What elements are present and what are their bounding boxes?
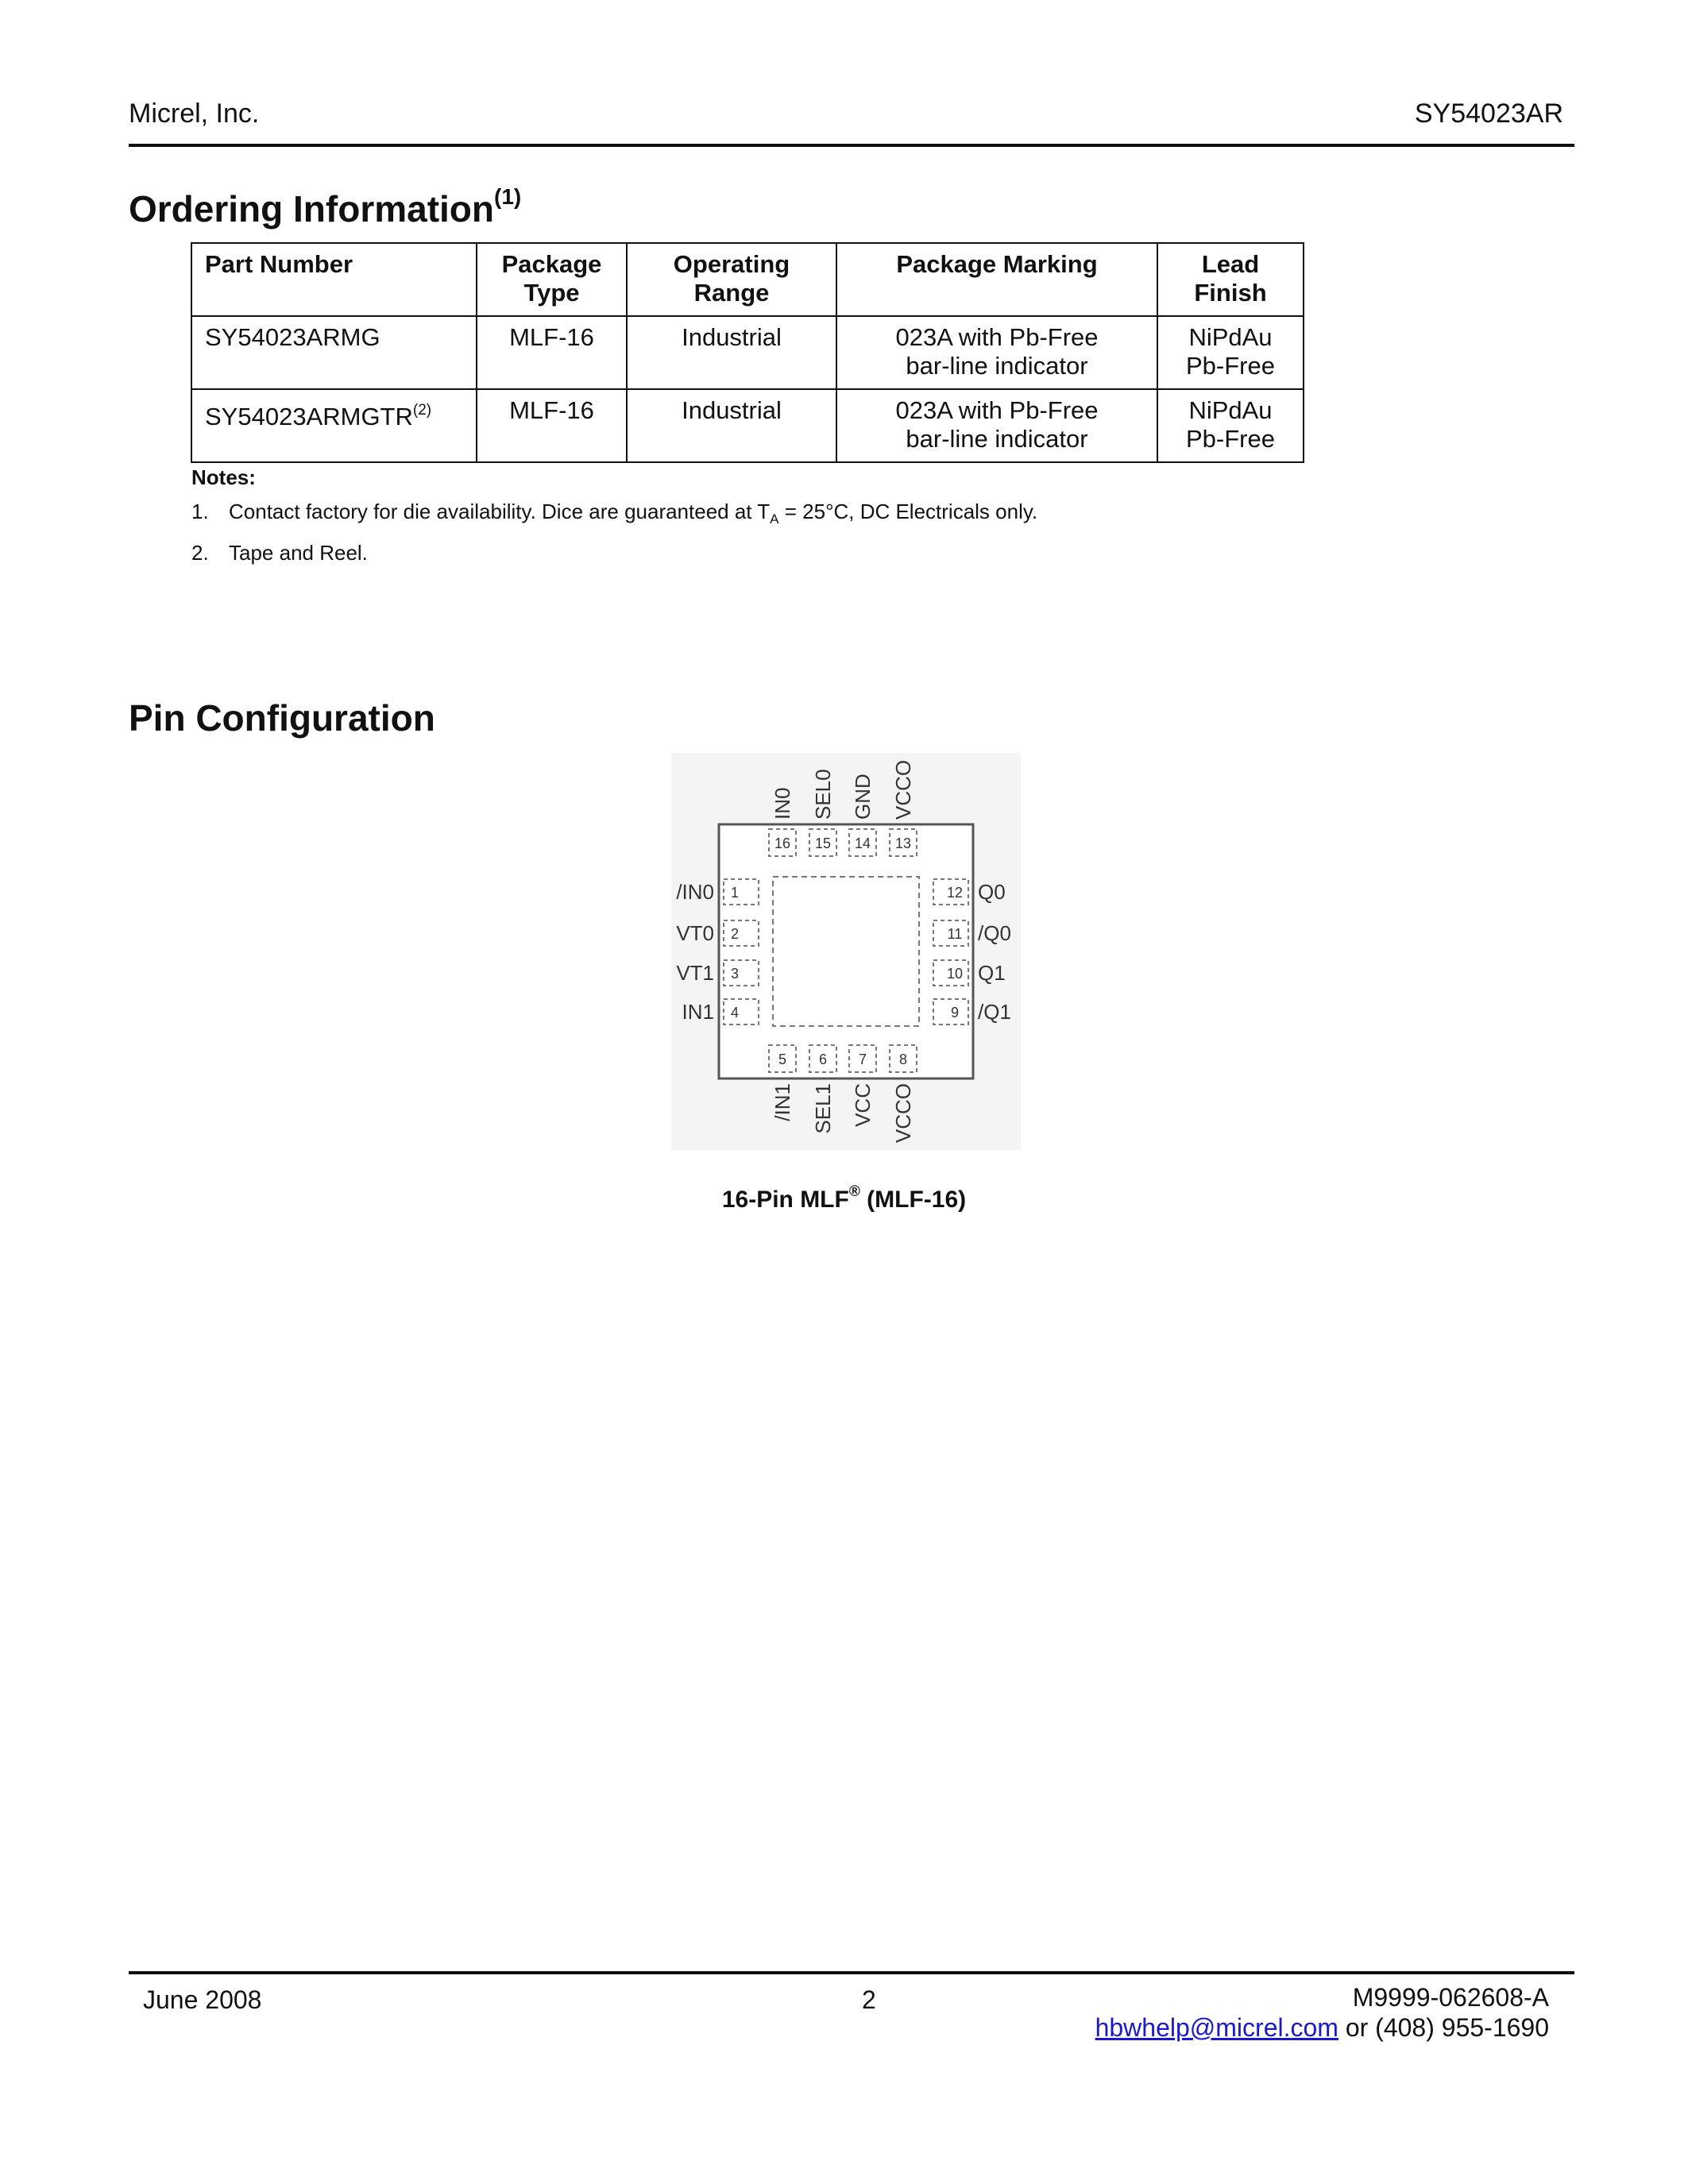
pin-number: 6 [818, 1051, 828, 1067]
col-part-number: Part Number [191, 243, 477, 316]
footer-contact: hbwhelp@micrel.com or (408) 955-1690 [1095, 2013, 1549, 2042]
pin-label: VCCO [891, 759, 915, 820]
footer-rule [129, 1971, 1574, 1974]
pin-label: VT0 [676, 921, 714, 945]
pin-label: Q1 [978, 961, 1006, 985]
package-outline [719, 824, 973, 1078]
pin-label: /IN1 [771, 1083, 794, 1121]
table-row [191, 316, 1304, 389]
pin-number: 8 [898, 1051, 908, 1067]
cell-range: Industrial [627, 316, 836, 389]
pin-label: VCCO [891, 1083, 915, 1144]
table-row [191, 389, 1304, 462]
pin-label: VCC [851, 1083, 875, 1127]
pin-label: /IN0 [676, 880, 714, 904]
col-lead-finish: Lead Finish [1157, 243, 1304, 316]
pin-number: 9 [950, 1005, 960, 1021]
pin-label: IN1 [682, 1000, 714, 1024]
header-company: Micrel, Inc. [129, 98, 260, 129]
cell-finish: NiPdAu Pb-Free [1157, 316, 1304, 389]
ordering-notes [191, 461, 1037, 570]
pin-label: GND [851, 774, 875, 820]
note-2: 2. Tape and Reel. [191, 541, 368, 565]
pin-number: 14 [854, 835, 871, 851]
pin-number: 16 [774, 835, 791, 851]
table-header-row [191, 243, 1304, 316]
ordering-title: Ordering Information$^{(1)}$ [129, 184, 522, 230]
pin-config-title: Pin Configuration [129, 697, 435, 739]
support-email-link[interactable]: hbwhelp@micrel.com [1095, 2013, 1338, 2042]
pin-number: 10 [946, 966, 964, 982]
cell-package: MLF-16 [477, 316, 627, 389]
pin-label: SEL1 [811, 1083, 835, 1134]
note-1: 1. Contact factory for die availability. Dice are guaranteed at $T_A = 25^\circ C$, DC Electricals only. [191, 500, 1038, 527]
cell-range: Industrial [627, 389, 836, 462]
cell-finish: NiPdAu Pb-Free [1157, 389, 1304, 462]
cell-marking: 023A with Pb-Free bar-line indicator [836, 389, 1157, 462]
pin-label: /Q1 [978, 1000, 1011, 1024]
pin-label: /Q0 [978, 921, 1011, 945]
col-operating-range: Operating Range [627, 243, 836, 316]
pin-number: 5 [778, 1051, 787, 1067]
header-part-number: SY54023AR [1414, 98, 1563, 129]
pin-label: Q0 [978, 880, 1006, 904]
ordering-table [191, 242, 1304, 463]
col-package-marking: Package Marking [836, 243, 1157, 316]
pin-label: VT1 [676, 961, 714, 985]
footer-page-number: 2 [862, 1985, 876, 2014]
pin-number: 13 [894, 835, 912, 851]
cell-package: MLF-16 [477, 389, 627, 462]
pin-number: 15 [814, 835, 832, 851]
pin-label: SEL0 [811, 769, 835, 820]
pin-number: 2 [730, 926, 740, 942]
notes-title: Notes: [191, 465, 256, 489]
footer-date: June 2008 [143, 1985, 262, 2014]
pin-number: 7 [858, 1051, 867, 1067]
pin-label: IN0 [771, 787, 794, 820]
pin-number: 11 [947, 926, 963, 942]
pin-number: 3 [730, 966, 740, 982]
pin-number: 4 [730, 1005, 740, 1021]
pin-number: 1 [730, 885, 740, 901]
header-rule [129, 144, 1574, 147]
pin-diagram [671, 753, 1021, 1150]
cell-part: SY54023ARMGTR$^{(2)}$ [191, 389, 477, 462]
pin-number: 12 [946, 885, 964, 901]
pin-diagram-caption: 16-Pin MLF® (MLF-16) [721, 1183, 967, 1213]
col-package-type: Package Type [477, 243, 627, 316]
cell-part: SY54023ARMG [191, 316, 477, 389]
cell-marking: 023A with Pb-Free bar-line indicator [836, 316, 1157, 389]
footer-doc-number: M9999-062608-A [1352, 1983, 1549, 2012]
